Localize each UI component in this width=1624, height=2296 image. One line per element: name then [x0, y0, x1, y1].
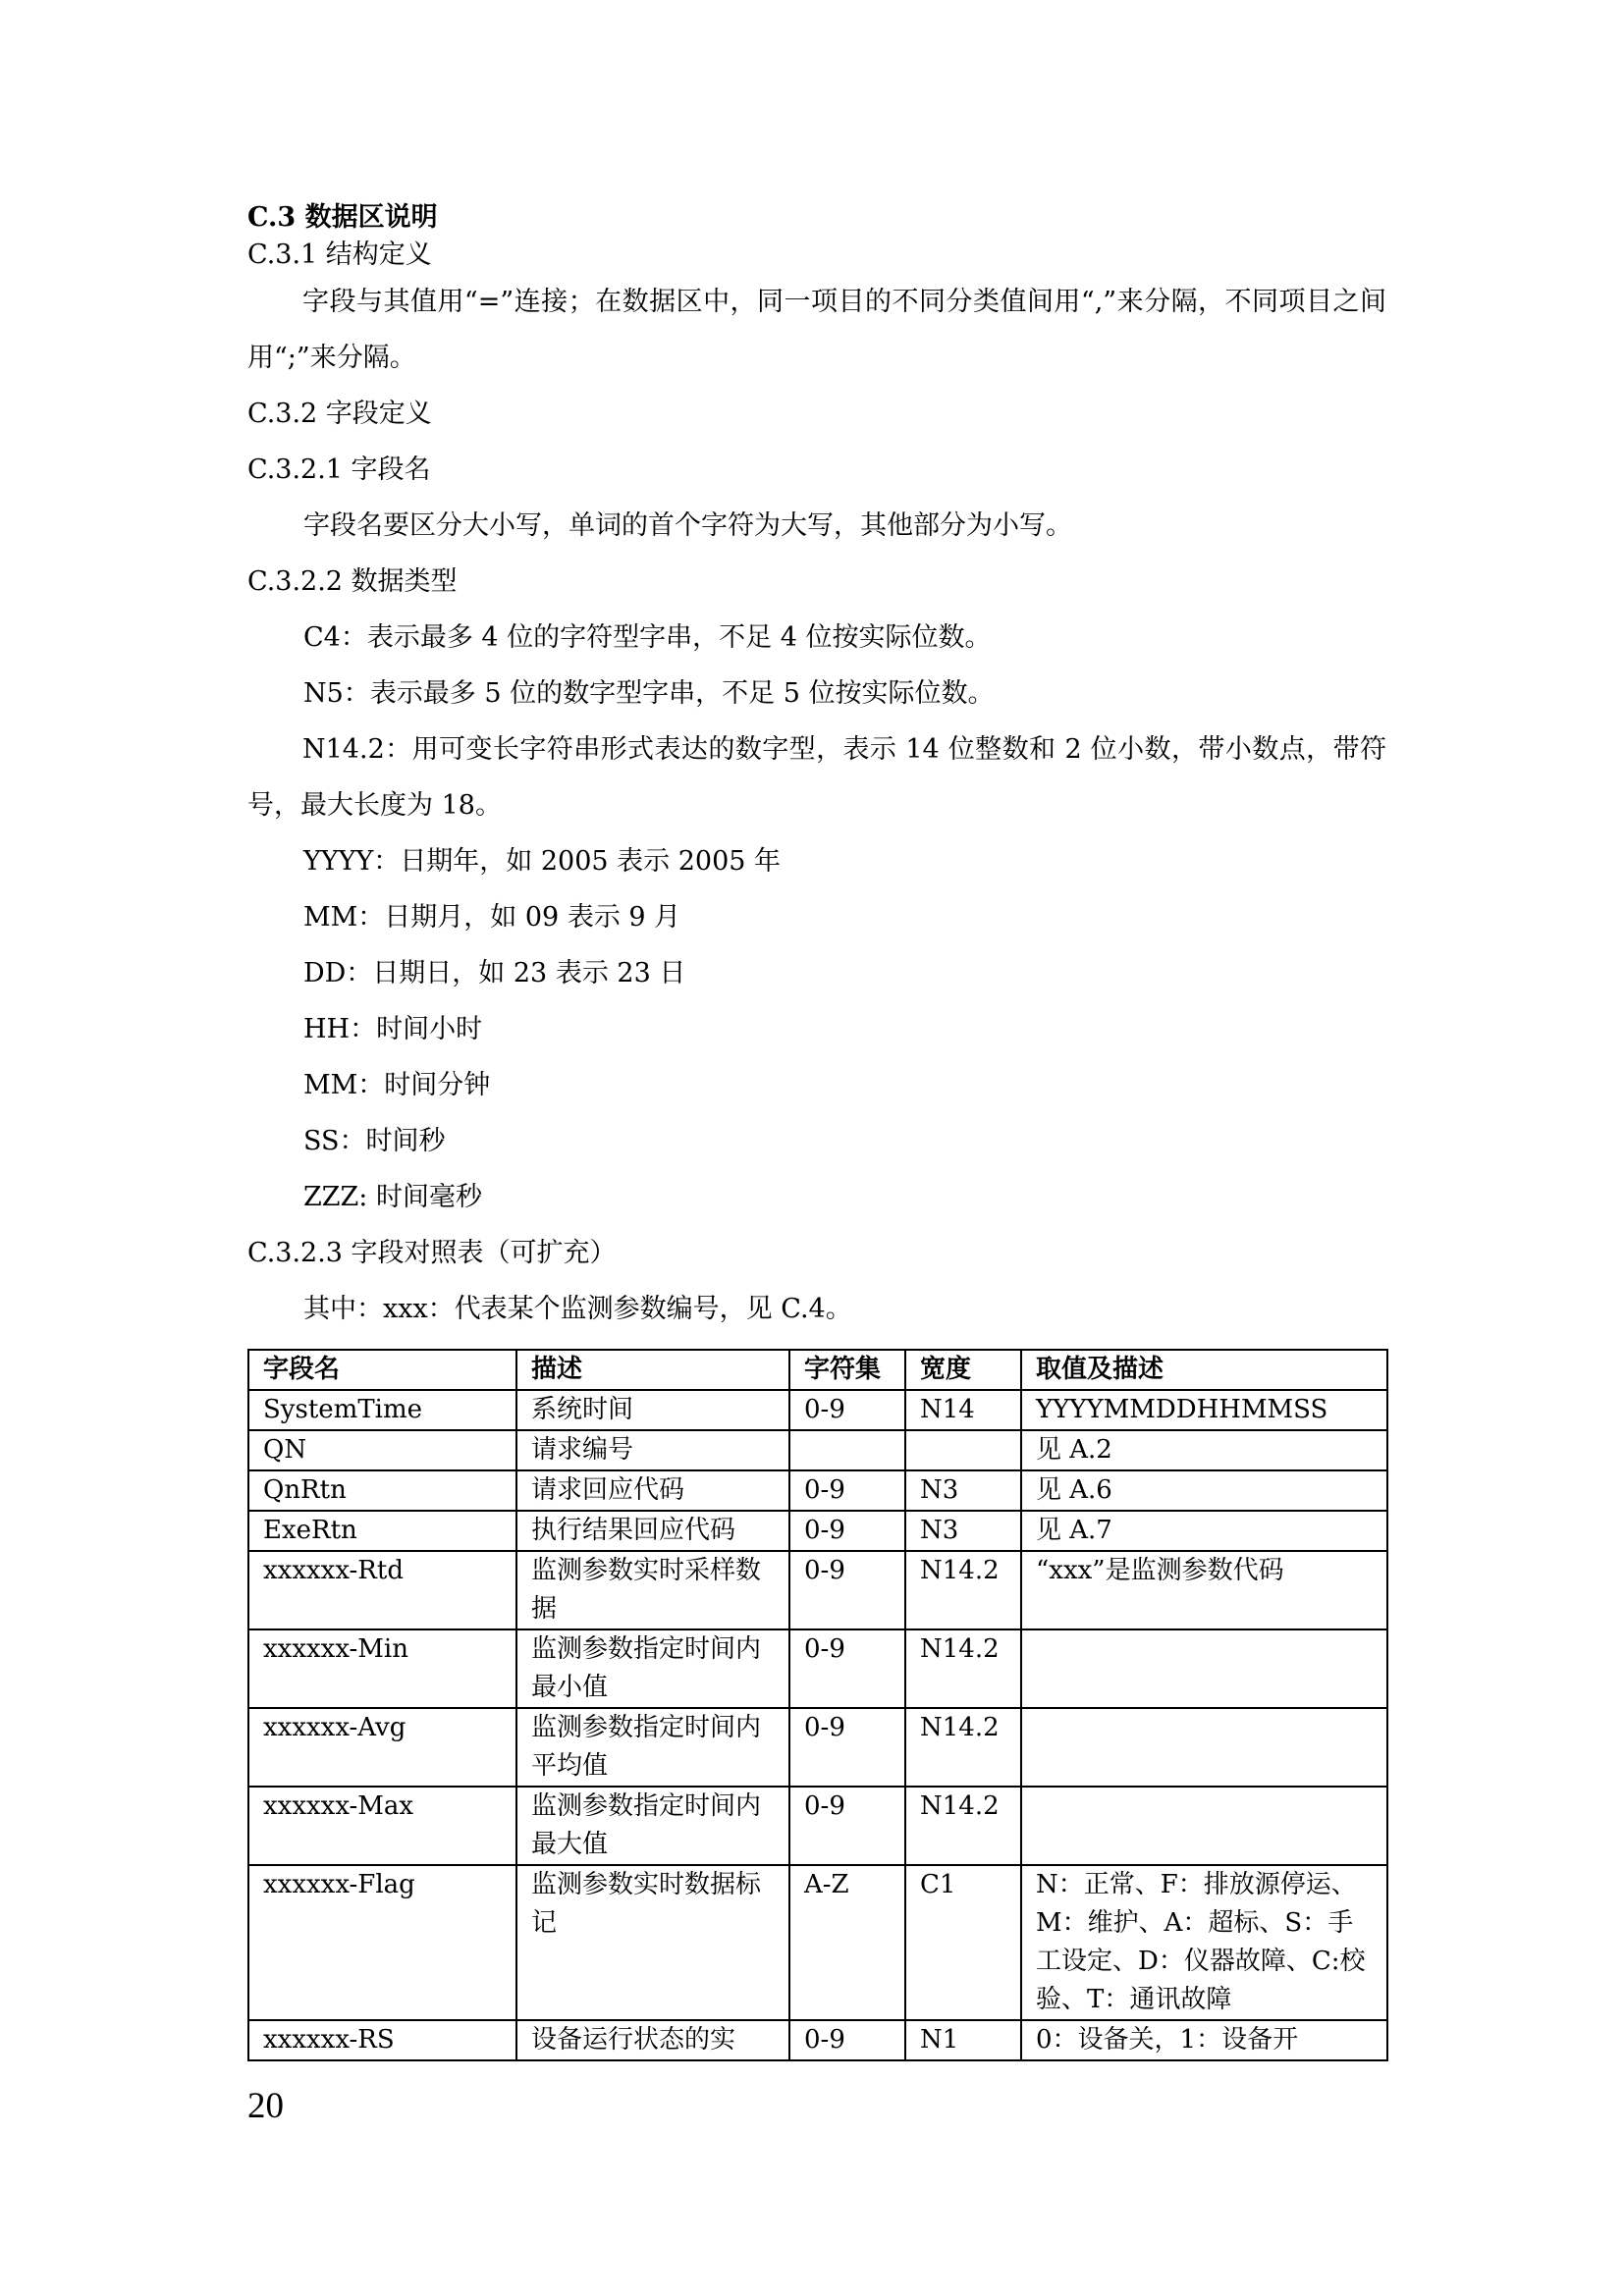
- cell-description: 监测参数指定时间内最小值: [516, 1629, 789, 1708]
- paragraph-n14-2: N14.2：用可变长字符串形式表达的数字型，表示 14 位整数和 2 位小数，带小数点，带符号，最大长度为 18。: [247, 734, 1386, 821]
- cell-width: N3: [905, 1511, 1021, 1551]
- cell-charset: [789, 1430, 905, 1470]
- table-row: [248, 1629, 1387, 1708]
- type-n5: N5：表示最多 5 位的数字型字串，不足 5 位按实际位数。: [303, 678, 995, 709]
- table-row: [248, 1865, 1387, 2020]
- cell-field-name: xxxxxx-Avg: [248, 1708, 516, 1787]
- cell-values: 见 A.6: [1021, 1470, 1387, 1511]
- cell-width: N14.2: [905, 1708, 1021, 1787]
- cell-description: 请求编号: [516, 1430, 789, 1470]
- cell-field-name: ExeRtn: [248, 1511, 516, 1551]
- cell-description: 监测参数实时数据标记: [516, 1865, 789, 2020]
- cell-field-name: xxxxxx-RS: [248, 2020, 516, 2060]
- cell-values: 见 A.7: [1021, 1511, 1387, 1551]
- cell-width: N3: [905, 1470, 1021, 1511]
- type-c4: C4：表示最多 4 位的字符型字串，不足 4 位按实际位数。: [303, 622, 992, 653]
- cell-values: 0：设备关，1：设备开: [1021, 2020, 1387, 2060]
- table-note: 其中：xxx：代表某个监测参数编号，见 C.4。: [303, 1294, 852, 1324]
- cell-field-name: xxxxxx-Max: [248, 1787, 516, 1865]
- table-row: [248, 1470, 1387, 1511]
- cell-field-name: xxxxxx-Flag: [248, 1865, 516, 2020]
- cell-charset: 0-9: [789, 1629, 905, 1708]
- section-heading: C.3 数据区说明: [247, 202, 438, 233]
- cell-values: N：正常、F：排放源停运、M：维护、A：超标、S：手工设定、D：仪器故障、C:校验、T：通讯故障: [1021, 1865, 1387, 2020]
- subsection-data-type: C.3.2.2 数据类型: [247, 566, 458, 597]
- cell-charset: 0-9: [789, 1787, 905, 1865]
- cell-width: [905, 1430, 1021, 1470]
- header-charset: 字符集: [789, 1350, 905, 1390]
- cell-field-name: QnRtn: [248, 1470, 516, 1511]
- table-row: [248, 2020, 1387, 2060]
- table-row: [248, 1551, 1387, 1629]
- header-values: 取值及描述: [1021, 1350, 1387, 1390]
- cell-description: 执行结果回应代码: [516, 1511, 789, 1551]
- cell-values: 见 A.2: [1021, 1430, 1387, 1470]
- datetime-hour: HH：时间小时: [303, 1014, 483, 1044]
- subsection-field-table: C.3.2.3 字段对照表（可扩充）: [247, 1238, 617, 1268]
- cell-charset: 0-9: [789, 1551, 905, 1629]
- cell-field-name: xxxxxx-Rtd: [248, 1551, 516, 1629]
- cell-values: [1021, 1629, 1387, 1708]
- cell-field-name: QN: [248, 1430, 516, 1470]
- cell-description: 监测参数指定时间内平均值: [516, 1708, 789, 1787]
- header-description: 描述: [516, 1350, 789, 1390]
- table-row: [248, 1708, 1387, 1787]
- table-row: [248, 1390, 1387, 1430]
- cell-charset: 0-9: [789, 1470, 905, 1511]
- datetime-month: MM：日期月，如 09 表示 9 月: [303, 902, 681, 933]
- cell-charset: 0-9: [789, 1511, 905, 1551]
- cell-charset: 0-9: [789, 2020, 905, 2060]
- header-field-name: 字段名: [248, 1350, 516, 1390]
- cell-field-name: SystemTime: [248, 1390, 516, 1430]
- cell-description: 设备运行状态的实: [516, 2020, 789, 2060]
- datetime-minute: MM：时间分钟: [303, 1070, 491, 1100]
- field-table: [247, 1349, 1388, 2061]
- table-row: [248, 1787, 1387, 1865]
- document-body: [247, 191, 1386, 2061]
- subsection-fields: C.3.2 字段定义: [247, 399, 432, 429]
- cell-charset: A-Z: [789, 1865, 905, 2020]
- cell-description: 请求回应代码: [516, 1470, 789, 1511]
- cell-charset: 0-9: [789, 1708, 905, 1787]
- cell-description: 监测参数实时采样数据: [516, 1551, 789, 1629]
- cell-field-name: xxxxxx-Min: [248, 1629, 516, 1708]
- datetime-year: YYYY：日期年，如 2005 表示 2005 年: [303, 846, 782, 877]
- cell-width: N14.2: [905, 1629, 1021, 1708]
- cell-description: 监测参数指定时间内最大值: [516, 1787, 789, 1865]
- subsection-structure: C.3.1 结构定义: [247, 240, 432, 270]
- table-header-row: [248, 1350, 1387, 1390]
- cell-charset: 0-9: [789, 1390, 905, 1430]
- cell-values: YYYYMMDDHHMMSS: [1021, 1390, 1387, 1430]
- cell-values: “xxx”是监测参数代码: [1021, 1551, 1387, 1629]
- cell-width: N14: [905, 1390, 1021, 1430]
- table-row: [248, 1430, 1387, 1470]
- table-row: [248, 1511, 1387, 1551]
- datetime-millisecond: ZZZ: 时间毫秒: [303, 1182, 482, 1212]
- cell-width: N14.2: [905, 1787, 1021, 1865]
- cell-width: N14.2: [905, 1551, 1021, 1629]
- cell-description: 系统时间: [516, 1390, 789, 1430]
- page-number: 20: [247, 2086, 284, 2126]
- paragraph-structure: 字段与其值用“=”连接；在数据区中，同一项目的不同分类值间用“,”来分隔，不同项目之间用“;”来分隔。: [247, 287, 1386, 373]
- cell-values: [1021, 1787, 1387, 1865]
- paragraph-field-name: 字段名要区分大小写，单词的首个字符为大写，其他部分为小写。: [303, 510, 1072, 541]
- datetime-second: SS：时间秒: [303, 1126, 446, 1156]
- cell-width: N1: [905, 2020, 1021, 2060]
- datetime-day: DD：日期日，如 23 表示 23 日: [303, 958, 686, 988]
- header-width: 宽度: [905, 1350, 1021, 1390]
- cell-values: [1021, 1708, 1387, 1787]
- cell-width: C1: [905, 1865, 1021, 2020]
- subsection-field-name: C.3.2.1 字段名: [247, 454, 431, 485]
